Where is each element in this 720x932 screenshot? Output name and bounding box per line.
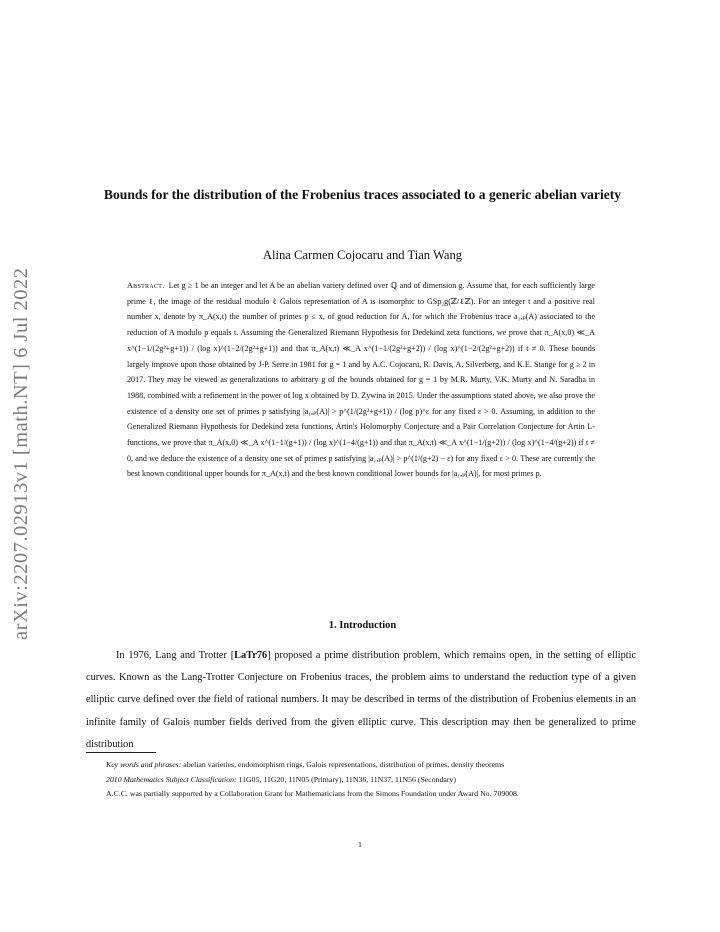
paper-title: Bounds for the distribution of the Frobenius traces associated to a generic abelian variety	[103, 187, 622, 202]
footnote-funding: A.C.C. was partially supported by a Collaboration Grant for Mathematicians from the Simons Foundation under Award No. 709008.	[106, 789, 519, 799]
intro-text-rest: ] proposed a prime distribution problem, which remains open, in the setting of elliptic curves. Known as the Lang-Trotter Conjecture on Frobenius traces, the problem aims to understand the reduction type of a given elliptic curve defined over the field of rational numbers. It may be described in terms of the distribution of Frobenius elements in an infinite family of Galois number fields derived from the given elliptic curve. This description may then be generalized to prime distribution	[86, 650, 637, 750]
abstract-label: Abstract.	[127, 281, 165, 290]
introduction-paragraph	[86, 645, 636, 756]
footnote-msc	[86, 773, 636, 788]
intro-text-start: In 1976, Lang and Trotter [	[116, 650, 235, 661]
msc-label: 2010 Mathematics Subject Classification:	[106, 774, 237, 784]
paper-authors: Alina Carmen Cojocaru and Tian Wang	[262, 248, 463, 262]
abstract	[127, 278, 595, 482]
arxiv-identifier: arXiv:2207.02913v1 [math.NT] 6 Jul 2022	[10, 267, 32, 640]
footnote-rule	[86, 752, 156, 753]
page-number: 1	[358, 840, 362, 849]
keywords-label: Key words and phrases:	[106, 760, 182, 769]
keywords-text: abelian varieties, endomorphism rings, Galois representations, distribution of primes, density theorems	[183, 760, 505, 769]
abstract-text: Let g ≥ 1 be an integer and let A be an abelian variety defined over ℚ and of dimension g. Assume that, for each sufficiently large prime ℓ, the image of the residual modulo ℓ Galois representation of A is isomorphic to GSp₂g(ℤ/ℓℤ). For an integer t and a positive real number x, denote by π_A(x,t) the number of primes p ≤ x, of good reduction for A, for which the Frobenius trace a₁,ₚ(A) associated to the reduction of A modulo p equals t. Assuming the Generalized Riemann Hypothesis for Dedekind zeta functions, we prove that π_A(x,0) ≪_A x^(1−1/(2g²+g+1)) / (log x)^(1−2/(2g²+g+1)) and that π_A(x,t) ≪_A x^(1−1/(2g²+g+2)) / (log x)^(1−2/(2g²+g+2)) if t ≠ 0. These bounds largely improve upon those obtained by J-P. Serre in 1981 for g = 1 and by A.C. Cojocaru, R. Davis, A. Silverberg, and K.E. Stange for g ≥ 2 in 2017. They may be viewed as generalizations to arbitrary g of the bounds obtained for g = 1 by M.R. Murty, V.K. Murty and N. Saradha in 1988, combined with a refinement in the power of log x obtained by D. Zywina in 2015. Under the assumptions stated above, we also prove the existence of a density one set of primes p satisfying |a₁,ₚ(A)| > p^(1/(2g²+g+1)) / (log p)^ε for any fixed ε > 0. Assuming, in addition to the Generalized Riemann Hypothesis for Dedekind zeta functions, Artin's Holomorphy Conjecture and a Pair Correlation Conjecture for Artin L-functions, we prove that π_A(x,0) ≪_A x^(1−1/(g+1)) / (log x)^(1−4/(g+1)) and that π_A(x,t) ≪_A x^(1−1/(g+2)) / (log x)^(1−4/(g+2)) if t ≠ 0, and we deduce the existence of a density one set of primes p satisfying |a₁,ₚ(A)| > p^(1/(g+2) − ε) for any fixed ε > 0. These are currently the best known conditional upper bounds for π_A(x,t) and the best known conditional lower bounds for |a₁,ₚ(A)|, for most primes p.	[127, 281, 595, 479]
footnote-keywords	[86, 758, 636, 773]
citation-link[interactable]: LaTr76	[234, 650, 268, 661]
msc-text: 11G05, 11G20, 11N05 (Primary), 11N36, 11N37, 11N56 (Secondary)	[238, 774, 456, 784]
section-heading-introduction: 1. Introduction	[328, 620, 397, 631]
footnotes	[86, 758, 636, 802]
